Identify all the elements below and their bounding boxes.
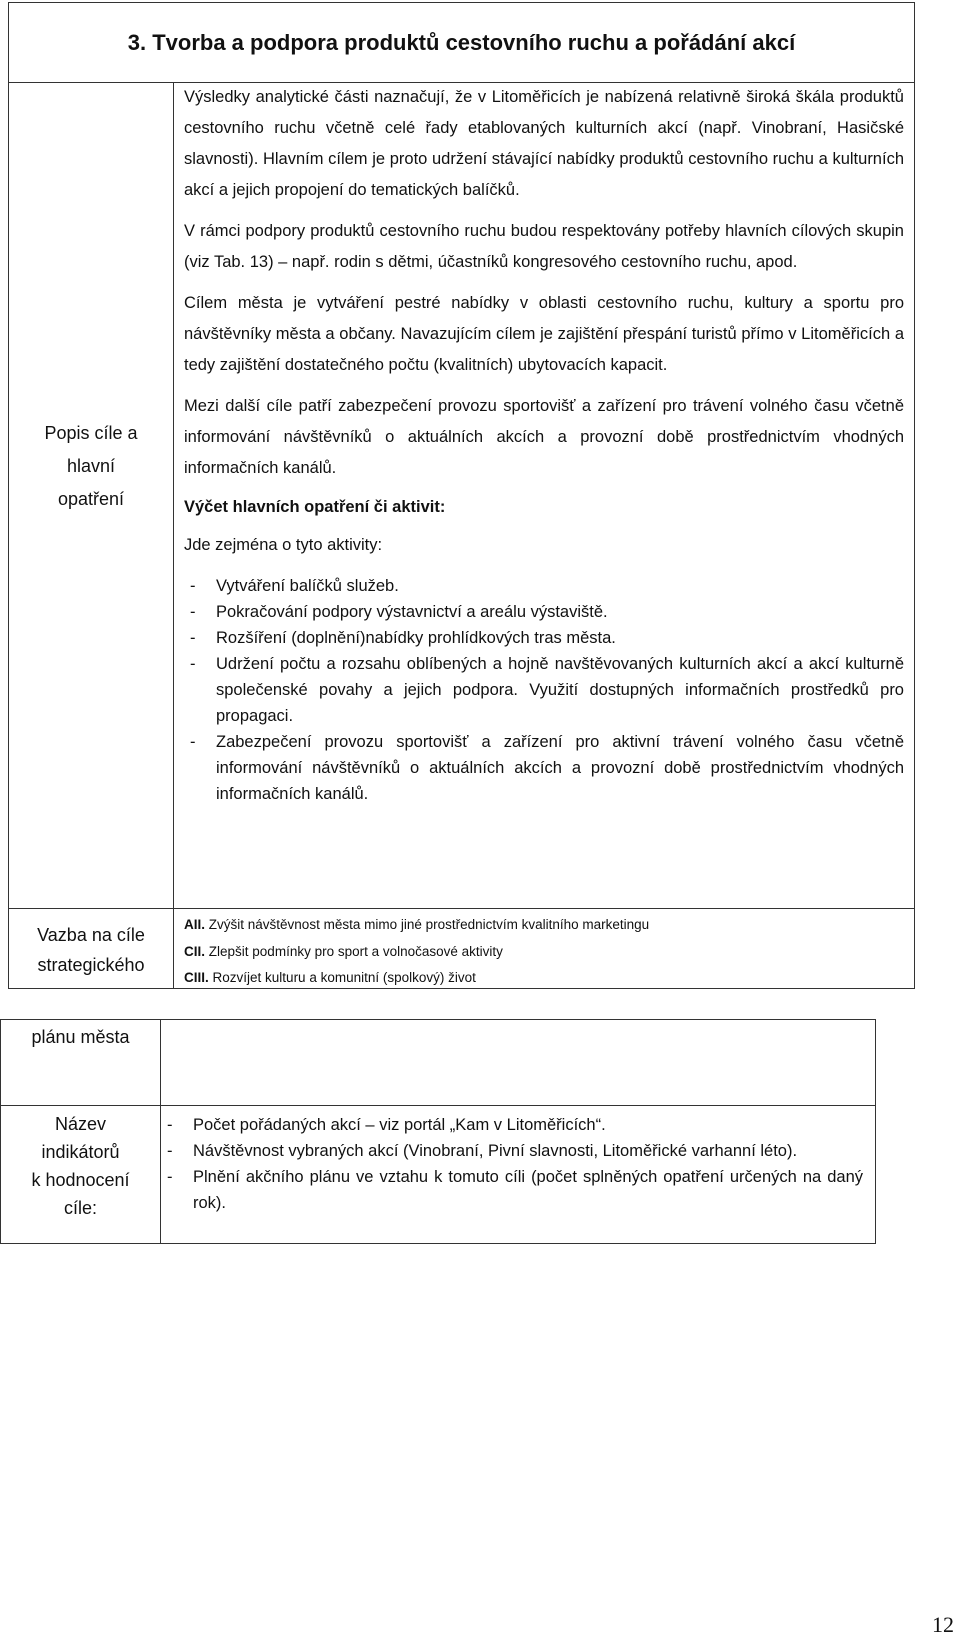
- list-item: - Plnění akčního plánu ve vztahu k tomuto cíli (počet splněných opatření určených na daný rok).: [161, 1164, 863, 1216]
- row-label-cell: [9, 908, 174, 988]
- goal-text: Zvýšit návštěvnost města mimo jiné prostřednictvím kvalitního marketingu: [208, 917, 650, 932]
- table-part-2: [0, 1019, 876, 1244]
- goal-item: [184, 965, 904, 992]
- row-label-cell: [9, 82, 174, 908]
- row-label-cell: [1, 1105, 161, 1243]
- row-goal-description: [9, 82, 914, 909]
- section-title: 3. Tvorba a podpora produktů cestovního ruchu a pořádání akcí: [9, 3, 914, 83]
- list-item: - Počet pořádaných akcí – viz portál „Kam v Litoměřicích“.: [161, 1112, 863, 1138]
- row-label-line: k hodnocení: [31, 1170, 130, 1190]
- row-label-line: Vazba na cíle: [37, 925, 145, 945]
- row-label-line: Popis cíle a: [44, 423, 138, 443]
- indicators-list: [161, 1112, 863, 1216]
- paragraph: Mezi další cíle patří zabezpečení provozu sportovišť a zařízení pro trávení volného času včetně informování návštěvníků o aktuálních akcích a provozní době prostřednictvím vhodných informačních kanálů.: [184, 397, 904, 477]
- strategic-goals: [184, 912, 904, 992]
- measures-heading: Výčet hlavních opatření či aktivit:: [184, 498, 446, 516]
- goal-item: [184, 939, 904, 966]
- paragraph: V rámci podpory produktů cestovního ruchu budou respektovány potřeby hlavních cílových skupin (viz Tab. 13) – např. rodin s dětmi, účastníků kongresového cestovního ruchu, apod.: [184, 222, 904, 271]
- row-content-cell: [161, 1105, 875, 1243]
- row-label-line: indikátorů: [41, 1142, 120, 1162]
- goal-item: [184, 912, 904, 939]
- goal-code: CII.: [184, 943, 206, 959]
- row-content-cell: [174, 908, 914, 988]
- row-label-line: cíle:: [63, 1198, 97, 1218]
- row-label-line: strategického: [37, 955, 145, 975]
- goal-code: CIII.: [184, 970, 209, 985]
- row-strategic-link: [9, 908, 914, 988]
- goal-text: Rozvíjet kulturu a komunitní (spolkový) život: [212, 970, 476, 985]
- table-part-1: [8, 2, 915, 989]
- row-content-cell: [161, 1020, 875, 1105]
- row-label-line: Název: [54, 1114, 107, 1134]
- row-label-line: opatření: [57, 489, 125, 509]
- list-item: - Návštěvnost vybraných akcí (Vinobraní, Pivní slavnosti, Litoměřické varhanní léto).: [161, 1138, 863, 1164]
- list-item: - Pokračování podpory výstavnictví a areálu výstaviště.: [184, 599, 904, 625]
- measures-list: [184, 573, 904, 807]
- row-label-line: plánu města: [31, 1027, 130, 1047]
- goal-text: Zlepšit podmínky pro sport a volnočasové aktivity: [208, 943, 503, 959]
- goal-content: [184, 82, 904, 807]
- list-item: - Vytváření balíčků služeb.: [184, 573, 904, 599]
- measures-intro: Jde zejména o tyto aktivity:: [184, 536, 383, 554]
- list-item: - Zabezpečení provozu sportovišť a zařízení pro aktivní trávení volného času včetně informování návštěvníků o aktuálních akcích a provozní době prostřednictvím vhodných informačních kanálů.: [184, 729, 904, 807]
- list-item: - Udržení počtu a rozsahu oblíbených a hojně navštěvovaných kulturních akcí a akcí kulturně společenské povahy a jejich podpora. Využití dostupných informačních prostředků pro propagaci.: [184, 651, 904, 729]
- page-number: 12: [932, 1612, 954, 1637]
- row-label-cell: [1, 1020, 161, 1105]
- row-indicators: [1, 1105, 875, 1243]
- paragraph: Výsledky analytické části naznačují, že v Litoměřicích je nabízená relativně široká škála produktů cestovního ruchu včetně celé řady etablovaných kulturních akcí (např. Vinobraní, Hasičské slavnosti). Hlavním cílem je proto udržení stávající nabídky produktů cestovního ruchu a kulturních akcí a jejich propojení do tematických balíčků.: [184, 88, 904, 199]
- row-label-line: hlavní: [66, 456, 116, 476]
- goal-code: AII.: [184, 917, 206, 932]
- row-strategic-link-continued: [1, 1020, 875, 1106]
- paragraph: Cílem města je vytváření pestré nabídky v oblasti cestovního ruchu, kultury a sportu pro návštěvníky města a občany. Navazujícím cílem je zajištění přespání turistů přímo v Litoměřicích a tedy zajištění dostatečného počtu (kvalitních) ubytovacích kapacit.: [184, 294, 904, 374]
- list-item: - Rozšíření (doplnění)nabídky prohlídkových tras města.: [184, 625, 904, 651]
- row-content-cell: [174, 82, 914, 908]
